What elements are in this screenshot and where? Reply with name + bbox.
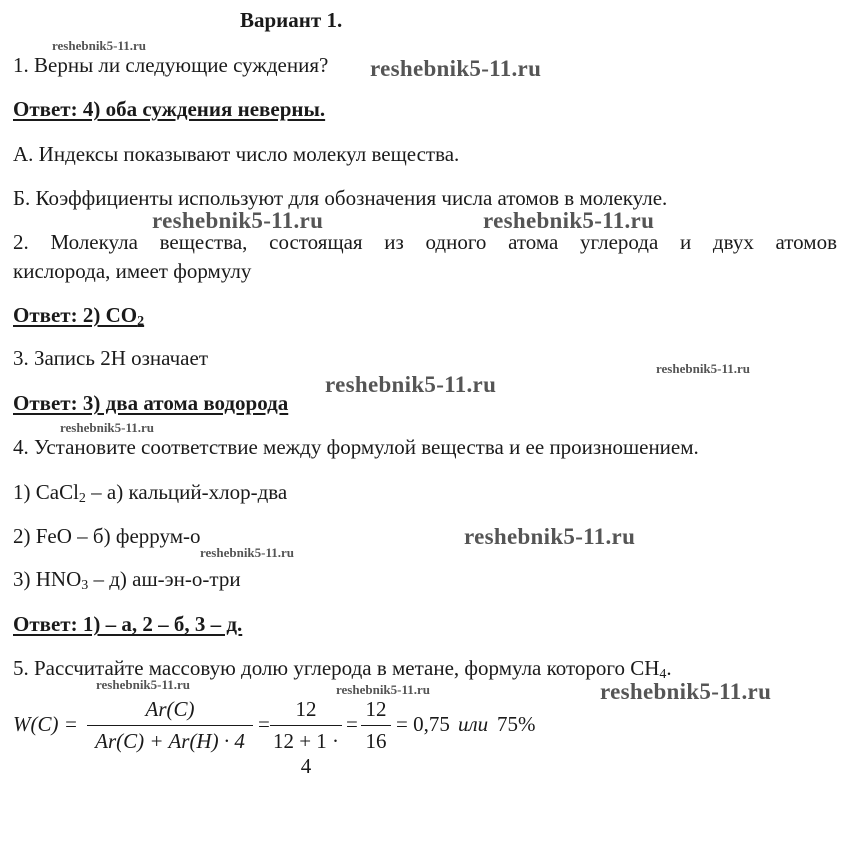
fraction-1-numerator: Ar(C) [145, 697, 195, 721]
q5-question-end: . [666, 656, 672, 680]
fraction-3-bar [361, 725, 391, 726]
q1-answer: Ответ: 4) оба суждения неверны. [13, 97, 326, 121]
q4-item-3-formula: 3) HNO [13, 567, 82, 591]
q1-question: 1. Верны ли следующие суждения? [13, 53, 329, 77]
q5-question-text: 5. Рассчитайте массовую долю углерода в метане, формула которого CH [13, 656, 660, 680]
formula-fraction-1 [87, 697, 253, 754]
watermark: reshebnik5-11.ru [60, 420, 155, 435]
formula-fraction-3 [361, 697, 391, 754]
q4-item-1-reading: – а) кальций-хлор-два [85, 480, 288, 504]
q4-item-2: 2) FeO – б) феррум-о [13, 524, 201, 548]
q5-question-subscript: 4 [659, 667, 667, 682]
q4-item-3 [13, 567, 241, 591]
watermark: reshebnik5-11.ru [370, 56, 542, 81]
q1-statement-b: Б. Коэффициенты используют для обозначения числа атомов в молекуле. [13, 186, 668, 210]
fraction-1-denominator: Ar(C) + Ar(H) · 4 [95, 729, 245, 753]
fraction-2-denominator: 12 + 1 · 4 [272, 729, 340, 778]
fraction-1-bar [87, 725, 253, 726]
formula-equals-1: = [258, 712, 270, 736]
watermark: reshebnik5-11.ru [152, 208, 324, 233]
q4-item-3-subscript: 3 [81, 578, 89, 593]
q2-question-line1: 2. Молекула вещества, состоящая из одного атома углерода и двух атомов [13, 230, 837, 254]
q2-question-line2: кислорода, имеет формулу [13, 259, 252, 283]
watermark: reshebnik5-11.ru [52, 38, 147, 53]
watermark: reshebnik5-11.ru [656, 361, 751, 376]
watermark: reshebnik5-11.ru [96, 677, 191, 692]
watermark: reshebnik5-11.ru [325, 372, 497, 397]
formula-or-word: или [458, 712, 489, 736]
watermark: reshebnik5-11.ru [483, 208, 655, 233]
q4-answer: Ответ: 1) – а, 2 – б, 3 – д. [13, 612, 243, 636]
q4-item-1-subscript: 2 [78, 491, 86, 506]
q3-question: 3. Запись 2H означает [13, 346, 208, 370]
formula-fraction-2 [270, 697, 342, 779]
q2-answer [13, 303, 144, 327]
formula-percent: 75% [497, 712, 536, 736]
fraction-2-numerator: 12 [295, 697, 317, 721]
formula-lhs: W(C) = [13, 712, 78, 736]
q2-answer-subscript: 2 [137, 314, 145, 329]
q1-statement-a: А. Индексы показывают число молекул вещества. [13, 142, 460, 166]
fraction-3-numerator: 12 [365, 697, 387, 721]
fraction-2-bar [270, 725, 342, 726]
fraction-3-denominator: 16 [365, 729, 387, 753]
watermark: reshebnik5-11.ru [464, 524, 636, 549]
q4-item-1 [13, 480, 287, 504]
watermark: reshebnik5-11.ru [600, 679, 772, 704]
page-title: Вариант 1. [240, 8, 343, 32]
formula-equals-2: = [346, 712, 358, 736]
q2-answer-text: Ответ: 2) CO [13, 303, 138, 327]
q4-question: 4. Установите соответствие между формулой вещества и ее произношением. [13, 435, 699, 459]
q4-item-3-reading: – д) аш-эн-о-три [88, 567, 241, 591]
watermark: reshebnik5-11.ru [200, 545, 295, 560]
q4-item-1-formula: 1) CaCl [13, 480, 79, 504]
watermark: reshebnik5-11.ru [336, 682, 431, 697]
q3-answer: Ответ: 3) два атома водорода [13, 391, 289, 415]
formula-result: = 0,75 [396, 712, 450, 736]
